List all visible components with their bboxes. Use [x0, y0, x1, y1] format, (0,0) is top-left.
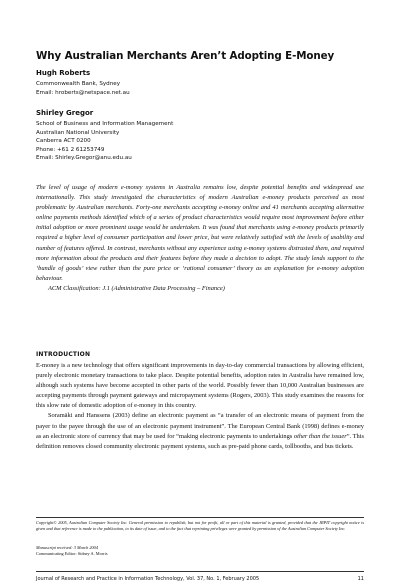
abstract-text: The level of usage of modern e-money systems in Australia remains low, despite potential benefits and widespread use internationally. This study investigated the characteristics of modern Australian e-money products perceived as most problematic by Australian merchants. Forty-one merchants accepting e-money online and 41 merchants accepting alternative online payments methods identified which of a series of product characteristics would require most improvement before either initial adoption or more prominent usage would be undertaken. It was found that merchants using e-money products primarily required a higher level of consumer participation and lower price, but were relatively satisfied with the levels of usability and number of features offered. In contrast, merchants without any experience using e-money systems distrusted them, and required more information about the products and their features before they made a decision to adopt. The study lends support to the ‘bundle of goods’ view rather than the pure price or ‘rational consumer’ theory as an explanation for e-money adoption behaviour.	[36, 184, 364, 282]
manuscript-info	[36, 545, 108, 558]
section-heading-introduction: INTRODUCTION	[36, 351, 91, 358]
footnote-divider	[36, 517, 364, 518]
copyright-notice: Copyright© 2005, Australian Computer Society Inc. General permission to republish, but not for profit, all or part of this material is granted, provided that the JRPIT copyright notice is given and that reference is made to the publication, to its date of issue, and to the fact that reprinting privileges were granted by permission of the Australian Computer Society Inc.	[36, 520, 364, 532]
affiliation-line: School of Business and Information Management	[36, 121, 174, 127]
communicating-editor: Communicating Editor: Sidney A. Morris	[36, 551, 108, 557]
author-affiliation-1	[36, 80, 130, 97]
introduction-body	[36, 361, 364, 452]
email-line: Email: Shirley.Gregor@anu.edu.au	[36, 155, 132, 162]
manuscript-received: Manuscript received: 3 March 2004	[36, 545, 98, 550]
intro-paragraph-2: Soramäki and Hanssens (2003) define an electronic payment as “a transfer of an electronic means of payment from the payer to the payee through the use of an electronic payment instrument”. The European Central Bank (1998) defines e-money as an electronic store of currency that may be used for “making electronic payments to undertakings other than the issuer”. This definition removes closed community electronic payment systems, such as pre-paid phone cards, tollbooths, and bus tickets.	[36, 412, 364, 450]
footer-divider	[36, 571, 364, 572]
affiliation-line: Canberra ACT 0200	[36, 138, 91, 145]
acm-classification: ACM Classification: J.1 (Administrative Data Processing – Finance)	[48, 284, 225, 292]
paper-page	[36, 0, 364, 582]
phone-line: Phone: +61 2 61253749	[36, 146, 105, 153]
affiliation-line: Australian National University	[36, 129, 120, 136]
email-line: Email: hroberts@netspace.net.au	[36, 89, 130, 96]
paper-title: Why Australian Merchants Aren’t Adopting E-Money	[36, 50, 335, 62]
author-name-2: Shirley Gregor	[36, 109, 94, 117]
author-name-1: Hugh Roberts	[36, 69, 91, 77]
affiliation-line: Commonwealth Bank, Sydney	[36, 81, 121, 87]
author-affiliation-2	[36, 120, 173, 163]
journal-citation: Journal of Research and Practice in Information Technology, Vol. 37, No. 1, February 2005	[36, 576, 260, 582]
intro-paragraph-1: E-money is a new technology that offers significant improvements in day-to-day commercial transactions by allowing efficient, purely electronic monetary transactions to take place. Despite potential benefits, adoption rates in Australia have remained low, although such systems have become accepted in other parts of the world. Possibly fewer than 10,000 Australian businesses are accepting payments through payment gateways and micropayment systems (Rogers, 2003). This study examines the reasons for this slow rate of domestic adoption of e-money in this country.	[36, 362, 364, 410]
page-number: 11	[357, 576, 364, 582]
abstract	[36, 183, 364, 294]
